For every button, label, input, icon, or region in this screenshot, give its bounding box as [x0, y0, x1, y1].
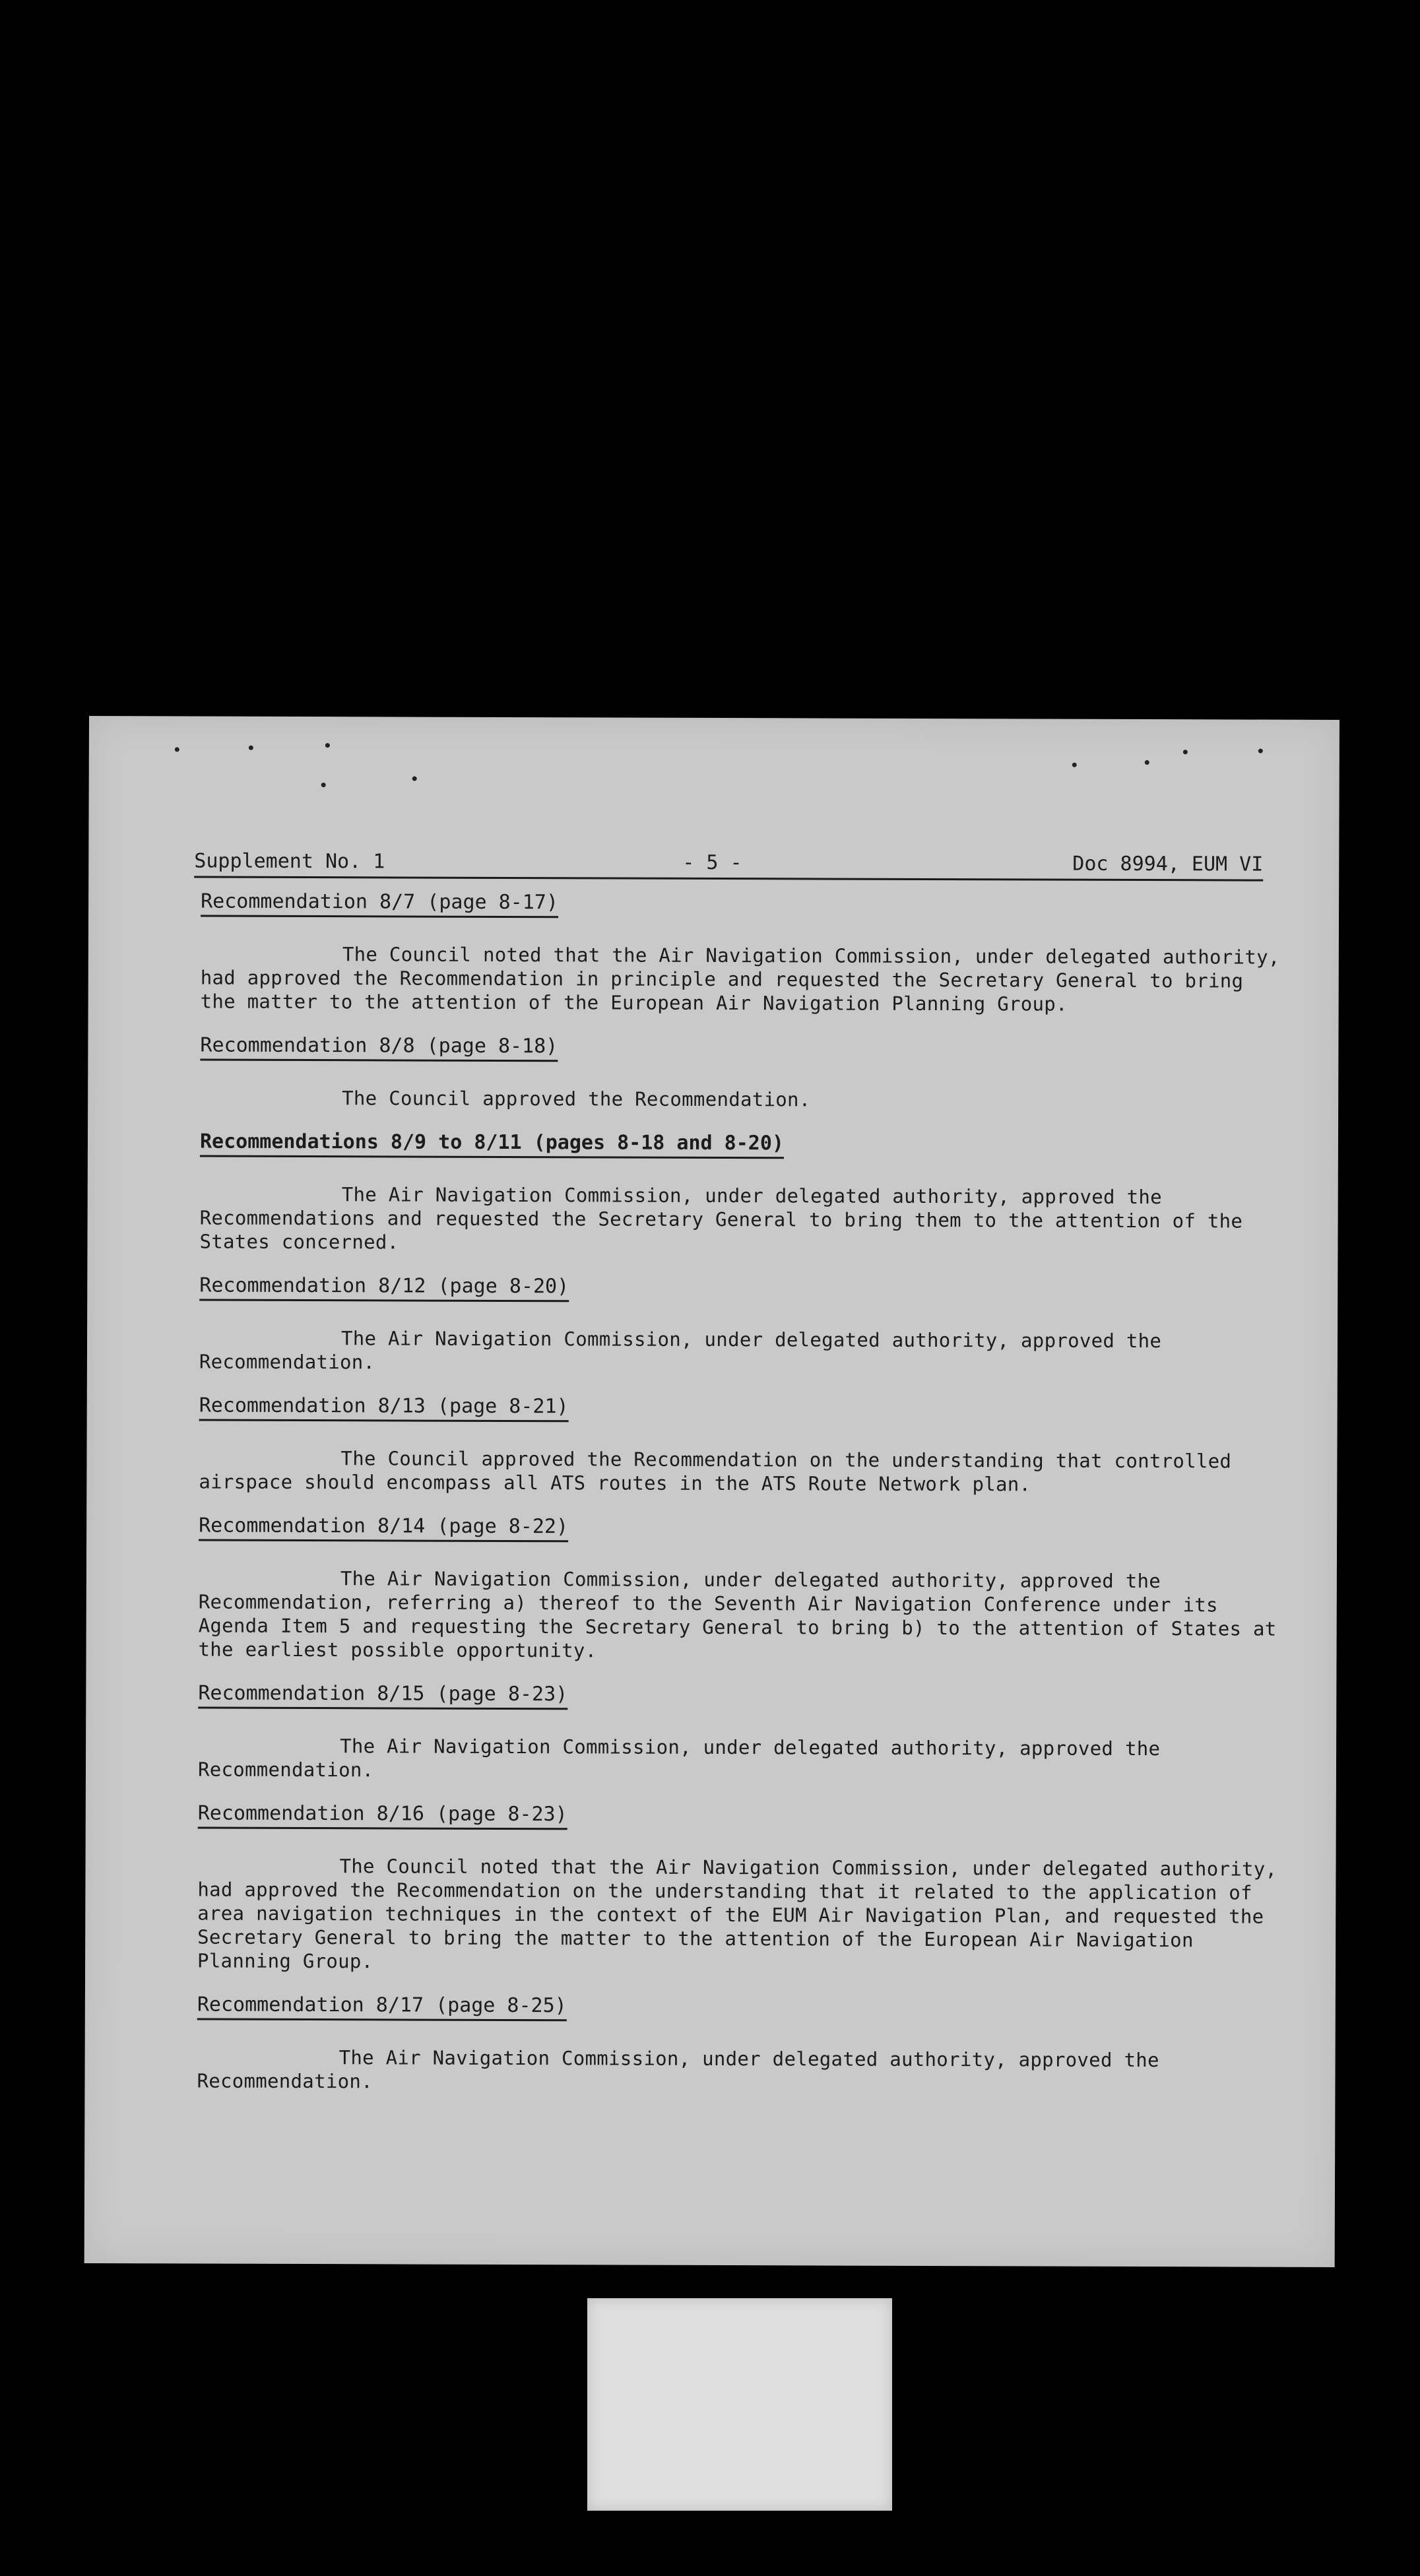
recommendations-list — [197, 889, 1283, 2116]
recommendation-text: The Air Navigation Commission, under delegated authority, approved the Recommendation. — [197, 2046, 1159, 2093]
speck — [321, 783, 326, 787]
recommendation-text: The Air Navigation Commission, under delegated authority, approved the Recommendations and requested the Secretary General to bring them to the attention of the States concerned. — [199, 1183, 1243, 1254]
speck — [1072, 763, 1077, 767]
speck — [1258, 749, 1263, 754]
recommendation-section — [201, 889, 1283, 1017]
recommendation-heading: Recommendation 8/14 (page 8-22) — [199, 1514, 568, 1543]
document-page — [84, 716, 1339, 2267]
recommendation-text: The Air Navigation Commission, under delegated authority, approved the Recommendation. — [199, 1327, 1162, 1374]
recommendation-heading: Recommendations 8/9 to 8/11 (pages 8-18 and 8-20) — [200, 1130, 784, 1159]
blank-target-card — [587, 2298, 892, 2511]
recommendation-section — [198, 1681, 1280, 1785]
recommendation-section — [199, 1514, 1281, 1665]
speck — [1145, 760, 1149, 765]
recommendation-heading: Recommendation 8/15 (page 8-23) — [198, 1681, 567, 1710]
speck — [325, 743, 330, 748]
page-number: - 5 - — [682, 851, 742, 875]
supplement-label: Supplement No. 1 — [194, 849, 385, 874]
recommendation-text: The Council noted that the Air Navigation Commission, under delegated authority, had approved the Recommendation in principle and requested the Secretary General to bring the matter to the attention of the European Air Navigation Planning Group. — [200, 943, 1280, 1015]
recommendation-heading: Recommendation 8/17 (page 8-25) — [197, 1993, 567, 2022]
recommendation-heading: Recommendation 8/12 (page 8-20) — [199, 1273, 569, 1303]
speck — [249, 746, 253, 750]
speck — [412, 777, 417, 781]
recommendation-text: The Council approved the Recommendation. — [342, 1087, 811, 1111]
recommendation-section — [200, 1033, 1282, 1113]
recommendation-section — [197, 1801, 1280, 1976]
recommendation-heading: Recommendation 8/16 (page 8-23) — [198, 1801, 567, 1830]
recommendation-text: The Air Navigation Commission, under delegated authority, approved the Recommendation, referring a) thereof to the Seventh Air Navigation Conference under its Agenda Item 5 and requesting the Secretary General to bring b) to the attention of States at the earliest possible opportunity. — [198, 1567, 1277, 1662]
recommendation-section — [197, 1993, 1279, 2096]
recommendation-text: The Council noted that the Air Navigation Commission, under delegated authority, had approved the Recommendation on the understanding that it related to the application of area navigation techniques in the context of the EUM Air Navigation Plan, and requested the Secretary General to bring the matter to the attention of the European Air Navigation Planning Group. — [197, 1855, 1277, 1973]
page-header — [194, 850, 1263, 882]
recommendation-section — [199, 1130, 1282, 1257]
recommendation-heading: Recommendation 8/7 (page 8-17) — [201, 889, 558, 918]
document-reference: Doc 8994, EUM VI — [1072, 852, 1264, 876]
recommendation-heading: Recommendation 8/13 (page 8-21) — [199, 1394, 569, 1423]
recommendation-section — [199, 1394, 1281, 1497]
recommendation-heading: Recommendation 8/8 (page 8-18) — [200, 1033, 558, 1062]
recommendation-text: The Council approved the Recommendation on the understanding that controlled airspace should encompass all ATS routes in the ATS Route Network plan. — [199, 1447, 1232, 1496]
recommendation-text: The Air Navigation Commission, under delegated authority, approved the Recommendation. — [197, 1735, 1161, 1782]
speck — [1183, 750, 1188, 754]
speck — [175, 747, 179, 752]
recommendation-section — [199, 1273, 1281, 1377]
